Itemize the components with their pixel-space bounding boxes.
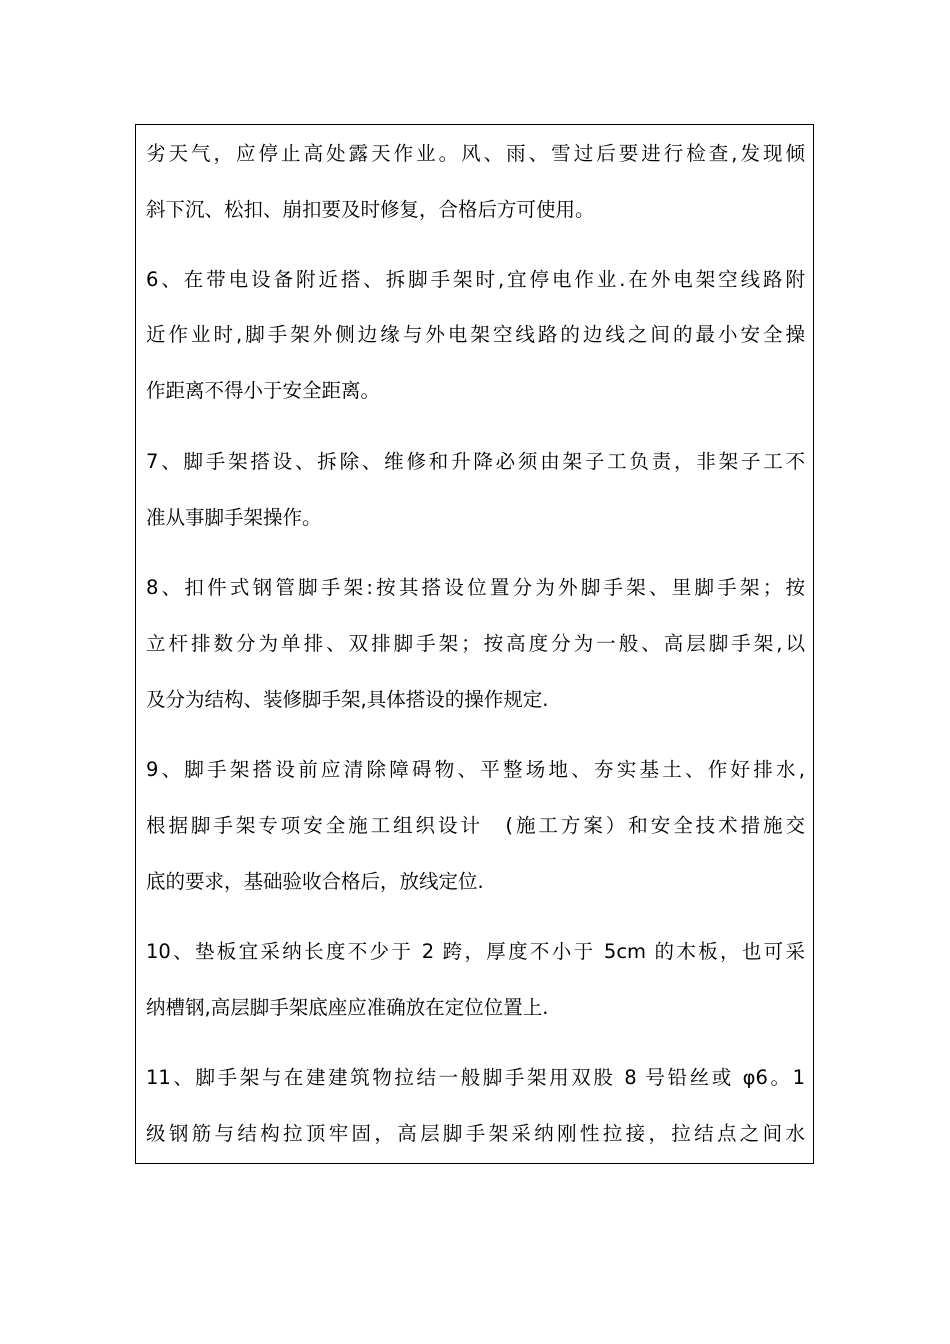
text-line: 斜下沉、松扣、崩扣要及时修复，合格后方可使用。 bbox=[146, 198, 595, 221]
text-line: 作距离不得小于安全距离。 bbox=[146, 379, 381, 402]
text-line: 级钢筋与结构拉顶牢固，高层脚手架采纳刚性拉接，拉结点之间水 bbox=[146, 1122, 805, 1145]
text-line: 底的要求，基础验收合格后，放线定位. bbox=[146, 870, 484, 893]
text-line: 9、脚手架搭设前应清除障碍物、平整场地、夯实基土、作好排水, bbox=[146, 758, 805, 781]
document-frame bbox=[135, 124, 814, 1164]
text-line: 近作业时,脚手架外侧边缘与外电架空线路的边线之间的最小安全操 bbox=[146, 323, 805, 346]
text-line: 11、脚手架与在建建筑物拉结一般脚手架用双股 8 号铅丝或 φ6。1 bbox=[146, 1066, 805, 1089]
text-line: 纳槽钢,高层脚手架底座应准确放在定位位置上. bbox=[146, 996, 549, 1019]
text-line: 6、在带电设备附近搭、拆脚手架时,宜停电作业.在外电架空线路附 bbox=[146, 268, 805, 291]
text-line: 立杆排数分为单排、双排脚手架；按高度分为一般、高层脚手架,以 bbox=[146, 632, 805, 655]
text-line: 8、扣件式钢管脚手架:按其搭设位置分为外脚手架、里脚手架；按 bbox=[146, 576, 805, 599]
text-line: 根据脚手架专项安全施工组织设计 (施工方案）和安全技术措施交 bbox=[146, 814, 805, 837]
text-line: 及分为结构、装修脚手架,具体搭设的操作规定. bbox=[146, 688, 549, 711]
text-line: 准从事脚手架操作。 bbox=[146, 506, 322, 529]
text-line: 7、脚手架搭设、拆除、维修和升降必须由架子工负责，非架子工不 bbox=[146, 450, 805, 473]
text-line: 劣天气，应停止高处露天作业。风、雨、雪过后要进行检查,发现倾 bbox=[146, 142, 805, 165]
text-line: 10、垫板宜采纳长度不少于 2 跨，厚度不小于 5cm 的木板，也可采 bbox=[146, 940, 805, 963]
